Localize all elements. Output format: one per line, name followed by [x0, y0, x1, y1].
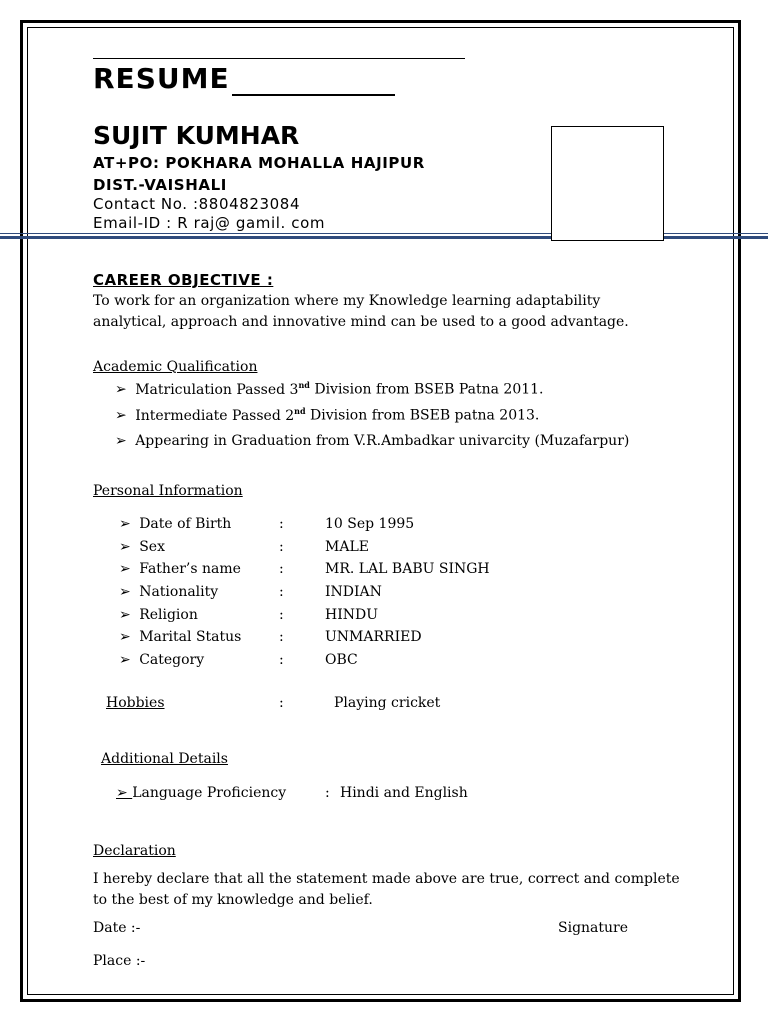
arrow-bullet-icon: ➢ — [116, 785, 133, 801]
resume-title: RESUME — [93, 62, 230, 95]
arrow-bullet-icon: ➢ — [119, 629, 131, 645]
personal-value: MR. LAL BABU SINGH — [325, 561, 490, 577]
arrow-bullet-icon: ➢ — [119, 607, 131, 623]
career-objective-heading: CAREER OBJECTIVE : — [93, 271, 274, 289]
arrow-bullet-icon: ➢ — [119, 584, 131, 600]
personal-separator: : — [279, 629, 284, 645]
personal-row — [119, 607, 198, 623]
declaration-heading: Declaration — [93, 843, 176, 859]
arrow-bullet-icon: ➢ — [119, 516, 131, 532]
personal-separator: : — [279, 584, 284, 600]
personal-label: Date of Birth — [139, 516, 232, 532]
language-separator: : — [325, 785, 330, 801]
place-label: Place :- — [93, 953, 146, 969]
hobbies-value: Playing cricket — [334, 695, 441, 711]
personal-value: 10 Sep 1995 — [325, 516, 415, 532]
personal-separator: : — [279, 652, 284, 668]
language-value: Hindi and English — [340, 785, 468, 801]
hobbies-label: Hobbies — [106, 695, 165, 711]
declaration-text: to the best of my knowledge and belief. — [93, 892, 373, 908]
address-line-1: AT+PO: POKHARA MOHALLA HAJIPUR — [93, 154, 425, 172]
arrow-bullet-icon: ➢ — [119, 652, 131, 668]
personal-label: Father’s name — [139, 561, 241, 577]
personal-value: UNMARRIED — [325, 629, 422, 645]
address-line-2: DIST.-VAISHALI — [93, 176, 227, 194]
arrow-bullet-icon: ➢ — [115, 381, 127, 398]
language-label: Language Proficiency — [132, 785, 287, 801]
personal-info-heading: Personal Information — [93, 483, 243, 499]
contact-number: Contact No. :8804823084 — [93, 195, 301, 213]
personal-value: HINDU — [325, 607, 379, 623]
personal-label: Marital Status — [139, 629, 242, 645]
personal-separator: : — [279, 539, 284, 555]
personal-row — [119, 561, 241, 577]
personal-row — [119, 652, 204, 668]
personal-value: OBC — [325, 652, 358, 668]
personal-separator: : — [279, 561, 284, 577]
academic-item: ➢ Intermediate Passed 2nd Division from BSEB patna 2013. — [115, 406, 540, 424]
arrow-bullet-icon: ➢ — [115, 433, 127, 449]
personal-row — [119, 539, 165, 555]
candidate-name: SUJIT KUMHAR — [93, 121, 300, 150]
career-objective-line: To work for an organization where my Knowledge learning adaptability — [93, 293, 601, 309]
top-rule — [93, 58, 465, 59]
personal-row — [119, 629, 241, 645]
arrow-bullet-icon: ➢ — [119, 539, 131, 555]
personal-label: Category — [139, 652, 205, 668]
personal-row — [119, 516, 231, 532]
personal-label: Sex — [139, 539, 165, 555]
language-row — [116, 785, 286, 801]
personal-label: Nationality — [139, 584, 219, 600]
declaration-text: I hereby declare that all the statement made above are true, correct and complete — [93, 871, 680, 887]
date-label: Date :- — [93, 920, 141, 936]
personal-separator: : — [279, 607, 284, 623]
academic-item: ➢ Appearing in Graduation from V.R.Ambadkar univarcity (Muzafarpur) — [115, 433, 630, 449]
hobbies-separator: : — [279, 695, 284, 711]
personal-value: INDIAN — [325, 584, 382, 600]
academic-heading: Academic Qualification — [93, 359, 258, 375]
additional-details-heading: Additional Details — [101, 751, 228, 767]
personal-separator: : — [279, 516, 284, 532]
email-address: Email-ID : R raj@ gamil. com — [93, 214, 326, 232]
signature-label: Signature — [558, 920, 629, 936]
personal-row — [119, 584, 218, 600]
personal-label: Religion — [139, 607, 198, 623]
arrow-bullet-icon: ➢ — [115, 407, 127, 424]
career-objective-line: analytical, approach and innovative mind can be used to a good advantage. — [93, 314, 629, 330]
arrow-bullet-icon: ➢ — [119, 561, 131, 577]
photo-placeholder — [551, 126, 664, 241]
personal-value: MALE — [325, 539, 369, 555]
academic-item: ➢ Matriculation Passed 3nd Division from BSEB Patna 2011. — [115, 380, 544, 398]
title-underline — [232, 94, 395, 96]
